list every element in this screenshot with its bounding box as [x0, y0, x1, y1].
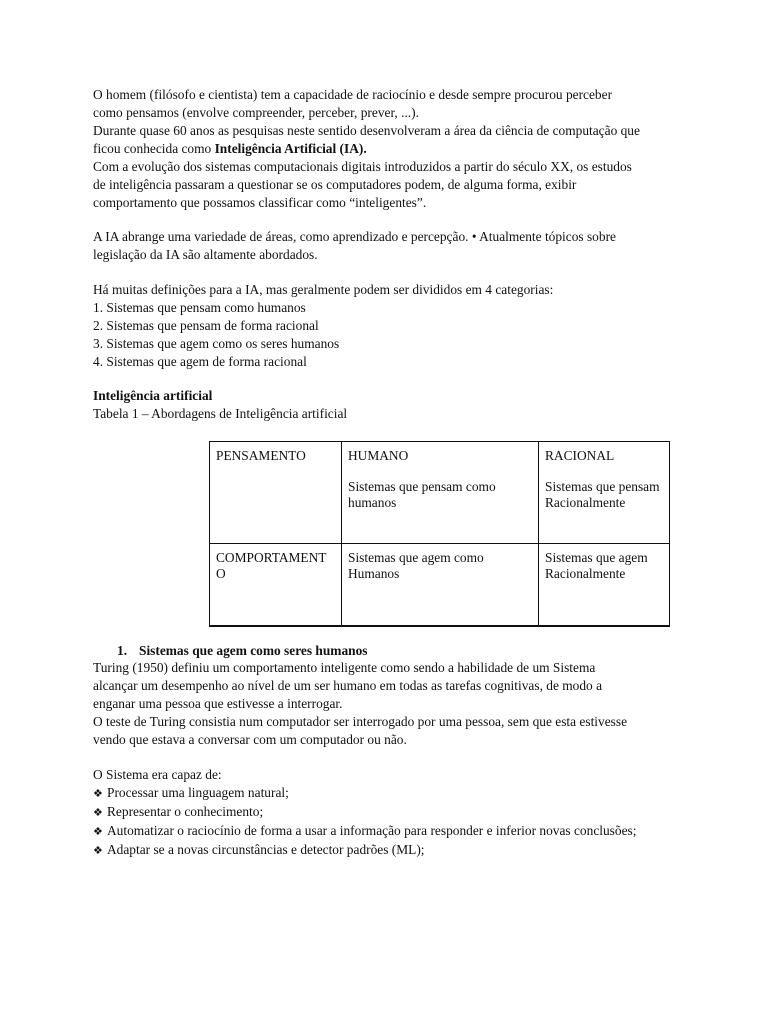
ia-term: Inteligência Artificial (IA). [214, 141, 367, 156]
column-title-rational: RACIONAL [545, 448, 615, 463]
list-item: 4. Sistemas que agem de forma racional [93, 354, 307, 369]
list-item: 3. Sistemas que agem como os seres humanos [93, 336, 340, 351]
turing-paragraph [93, 659, 693, 749]
diamond-bullet-icon: ❖ [93, 845, 103, 857]
turing-line: alcançar um desempenho ao nível de um ser humano em todas as tarefas cognitivas, de modo a [93, 678, 603, 693]
table-cell [210, 544, 342, 626]
turing-line: O teste de Turing consistia num computador ser interrogado por uma pessoa, sem que esta estivesse [93, 714, 628, 729]
areas-line: A IA abrange uma variedade de áreas, como aprendizado e percepção. • Atualmente tópicos sobre [93, 229, 616, 244]
row-label-thinking: PENSAMENTO [216, 448, 306, 463]
list-item [93, 841, 693, 860]
table-row [210, 442, 670, 544]
cell-text: Sistemas que agem como Humanos [348, 550, 484, 581]
intro-line: Durante quase 60 anos as pesquisas neste sentido desenvolveram a área da ciência de computação que [93, 123, 640, 138]
intro-line: O homem (filósofo e cientista) tem a capacidade de raciocínio e desde sempre procurou perceber [93, 87, 613, 102]
diamond-bullet-icon: ❖ [93, 788, 103, 800]
list-item: 2. Sistemas que pensam de forma racional [93, 318, 319, 333]
turing-line: enganar uma pessoa que estivesse a interrogar. [93, 696, 343, 711]
cell-text: Sistemas que pensam como humanos [348, 479, 496, 510]
bullet-text: Representar o conhecimento; [107, 804, 264, 819]
intro-paragraph [93, 86, 693, 212]
table-row [210, 544, 670, 626]
turing-line: vendo que estava a conversar com um computador ou não. [93, 732, 407, 747]
bullet-text: Automatizar o raciocínio de forma a usar a informação para responder e inferior novas conclusões; [107, 823, 637, 838]
turing-line: Turing (1950) definiu um comportamento inteligente como sendo a habilidade de um Sistema [93, 660, 596, 675]
list-item [93, 803, 693, 822]
section-heading: Sistemas que agem como seres humanos [139, 643, 368, 658]
column-title-human: HUMANO [348, 448, 409, 463]
intro-line: como pensamos (envolve compreender, perceber, prever, ...). [93, 105, 419, 120]
table-cell [210, 442, 342, 544]
diamond-bullet-icon: ❖ [93, 826, 103, 838]
table-cell [539, 544, 670, 626]
capabilities-intro: O Sistema era capaz de: [93, 767, 222, 782]
bullet-text: Adaptar se a novas circunstâncias e detector padrões (ML); [107, 842, 425, 857]
intro-line [93, 140, 693, 158]
table-heading [93, 387, 693, 423]
areas-paragraph [93, 228, 693, 264]
table-cell [342, 442, 539, 544]
row-label-behavior: COMPORTAMENTO [216, 550, 327, 581]
intro-line: de inteligência passaram a questionar se os computadores podem, de alguma forma, exibir [93, 177, 577, 192]
capabilities-list [93, 766, 693, 860]
diamond-bullet-icon: ❖ [93, 807, 103, 819]
section-number: 1. [117, 643, 128, 658]
table-caption: Tabela 1 – Abordagens de Inteligência artificial [93, 406, 348, 421]
table-cell [539, 442, 670, 544]
approaches-table [209, 441, 670, 627]
definitions-list [93, 281, 693, 371]
cell-text: Sistemas que pensam Racionalmente [545, 479, 660, 510]
intro-line-prefix: ficou conhecida como [93, 141, 215, 156]
table-cell [342, 544, 539, 626]
list-item [93, 822, 693, 841]
list-item: 1. Sistemas que pensam como humanos [93, 300, 306, 315]
definitions-intro: Há muitas definições para a IA, mas geralmente podem ser divididos em 4 categorias: [93, 282, 554, 297]
list-item [93, 784, 693, 803]
intro-line: comportamento que possamos classificar como “inteligentes”. [93, 195, 427, 210]
intro-line: Com a evolução dos sistemas computacionais digitais introduzidos a partir do século XX, os estudos [93, 159, 632, 174]
areas-line: legislação da IA são altamente abordados. [93, 247, 318, 262]
bullet-text: Processar uma linguagem natural; [107, 785, 289, 800]
section-title: Inteligência artificial [93, 388, 213, 403]
cell-text: Sistemas que agem Racionalmente [545, 550, 648, 581]
